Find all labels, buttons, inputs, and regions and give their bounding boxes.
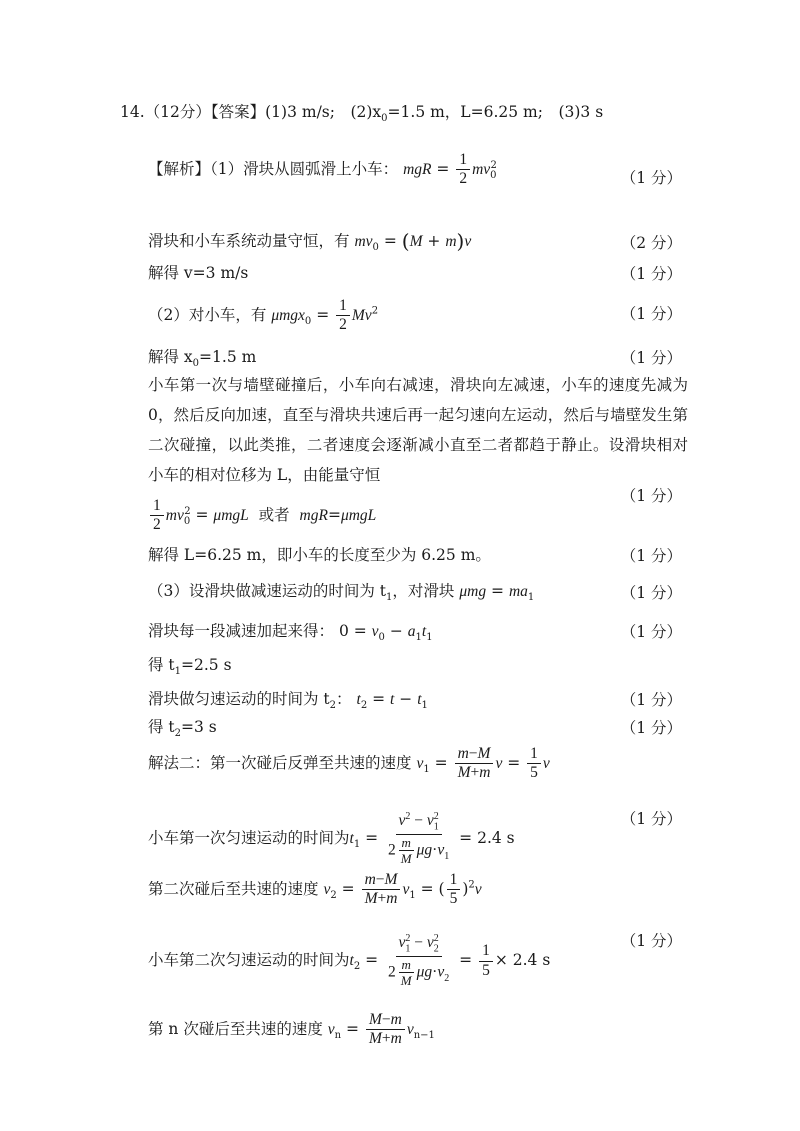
answer-header [120,101,690,130]
analysis-label: 【解析】 [148,159,211,178]
text: （2）对小车，有 [148,305,267,324]
score: （1 分） [620,547,682,565]
result-x0: 解得 $x_0=1.5$ m [148,348,257,370]
text: 得 t [148,718,175,736]
score: （1 分） [620,691,682,709]
text: =1.5 m [199,348,257,366]
method2-time1: 小车第一次匀速运动的时间为$t_1$ = $v^2 - v_1^2$ 2 $\frac{m}{M}$ $\mu g\cdot v_1$ = 2.4 s [148,811,515,867]
analysis-part1: 【解析】（1）滑块从圆弧滑上小车： mgR = $\frac{1}{2}$ $mv_0^2$ [148,151,497,188]
analysis-part3: （3）设滑块做减速运动的时间为 $t_1$，对滑块 $\mu mg = ma_1$ [148,582,535,604]
text: =2.5 s [181,656,232,674]
score: （1 分） [620,349,682,367]
text: 小车第一次匀速运动的时间为 [148,829,350,848]
analysis-part2: （2）对小车，有 μmgx$_0$ = $\frac{1}{2}$ Mv$^2$ [148,297,379,334]
text: 滑块做匀速运动的时间为 t [148,690,330,708]
momentum-line: 滑块和小车系统动量守恒，有 $mv_0 = (M + m)v$ [148,229,472,254]
score: （1 分） [620,305,682,323]
result-t1: 得 $t_1=2.5$ s [148,656,232,678]
score: （1 分） [620,169,682,187]
explanation-paragraph: 小车第一次与墙壁碰撞后，小车向右减速，滑块向左减速，小车的速度先减为0，然后反向加速，直至与滑块共速后再一起匀速向左运动，然后与墙壁发生第二次碰撞，以此类推，二者速度会逐渐减小直至二者都趋于静止。设滑块相对小车的相对位移为 L，由能量守恒 [148,376,688,484]
method2-line1: 解法二：第一次碰后反弹至共速的速度 $v_1$ = $\frac{m-M}{M+m}$ v = $\frac{1}{5}$ v [148,745,550,782]
text: 或者 [258,505,290,524]
text: 解得 x [148,348,193,366]
score: （1 分） [620,810,682,828]
score: （2 分） [620,234,682,252]
text: 滑块和小车系统动量守恒，有 [148,232,350,250]
text: ： [336,690,352,708]
score: （1 分） [620,487,682,505]
result-t2: 得 $t_2=3$ s [148,718,217,740]
energy-equation: $\frac{1}{2}$ $mv_0^2 = \mu mgL$ 或者 mgR=μmgL [148,498,690,534]
text: （3）设滑块做减速运动的时间为 t [148,582,387,600]
text: 小车第二次匀速运动的时间为 [148,951,350,970]
text: （1）滑块从圆弧滑上小车： [210,159,399,178]
score: （1 分） [620,265,682,283]
subscript: 0 [381,113,388,125]
text: 滑块每一段减速加起来得： [148,622,335,640]
text: 解法二：第一次碰后反弹至共速的速度 [148,753,412,772]
decel-sum: 滑块每一段减速加起来得： $0 = v_0 - a_1t_1$ [148,622,433,644]
text: = 2.4 s [459,829,515,848]
result-L [148,544,690,566]
text: 解得 v=3 m/s [148,264,249,282]
text: 解得 L=6.25 m，即小车的长度至少为 6.25 m。 [148,546,491,564]
score: （1 分） [620,932,682,950]
answer-summary-rest: =1.5 m，L=6.25 m; (3)3 s [387,103,604,121]
text: 第二次碰后至共速的速度 [148,879,319,898]
score: （1 分） [620,584,682,602]
method2-time2: 小车第二次匀速运动的时间为$t_2$ = $v_1^2 - v_2^2$ 2 $\frac{m}{M}$ $\mu g\cdot v_2$ = $\frac{1}{5}$ × 2.4 s [148,933,551,989]
text: ，对滑块 [392,582,455,600]
score: （1 分） [620,719,682,737]
uniform-time: 滑块做匀速运动的时间为 $t_2$： $t_2 = t - t_1$ [148,690,428,712]
text: 得 t [148,656,175,674]
score: （1 分） [620,623,682,641]
text: × 2.4 s [494,951,551,970]
method2-line3: 第 n 次碰后至共速的速度 $v_n$ = $\frac{M-m}{M+m}$ $v_{n-1}$ [148,1011,435,1048]
result-v [148,262,690,284]
text: =3 s [181,718,217,736]
method2-line2: 第二次碰后至共速的速度 $v_2$ = $\frac{m-M}{M+m}$ $v_1$ = ( $\frac{1}{5}$ )$^2$v [148,871,482,908]
text: 第 n 次碰后至共速的速度 [148,1019,323,1038]
answer-summary: 14.（12分）【答案】(1)3 m/s; (2)x [120,103,382,121]
